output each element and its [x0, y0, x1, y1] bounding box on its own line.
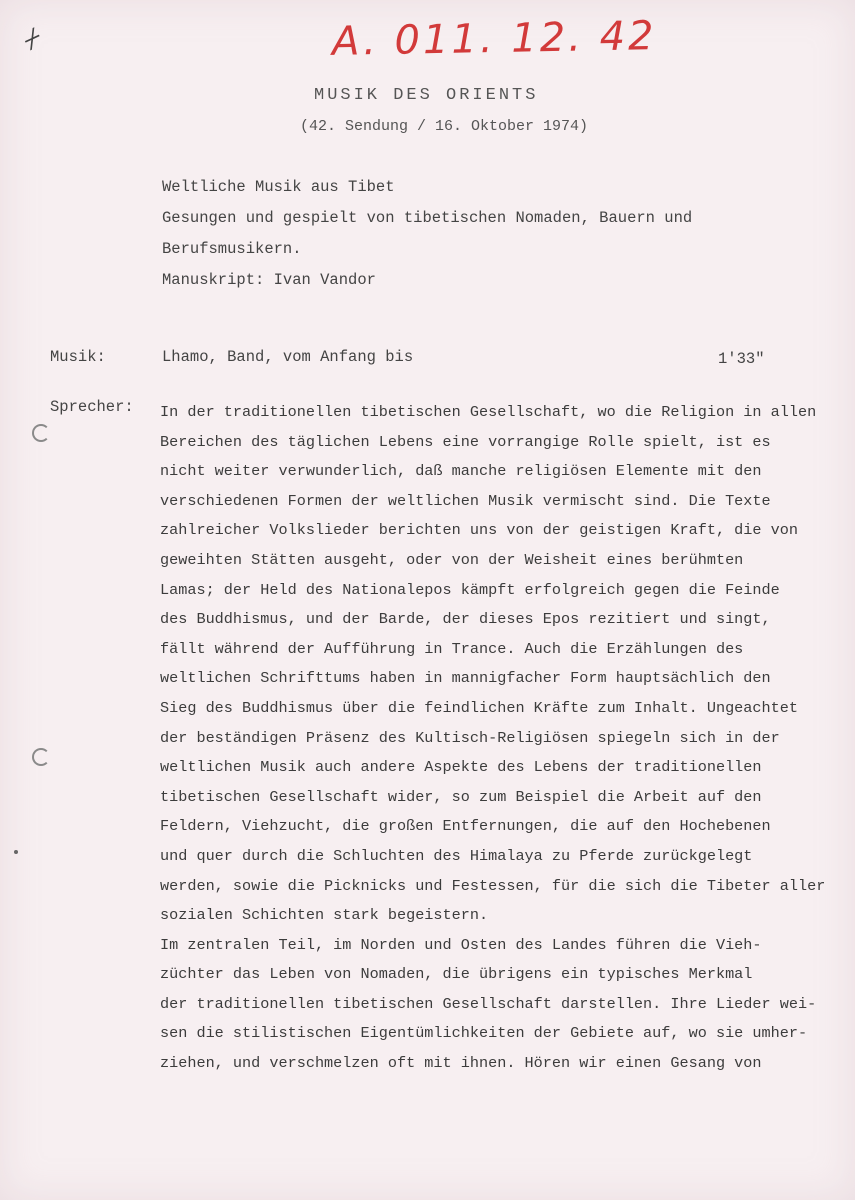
text-line: In der traditionellen tibetischen Gesellschaft, wo die Religion in allen — [160, 403, 817, 421]
text-line: der traditionellen tibetischen Gesellschaft darstellen. Ihre Lieder wei- — [160, 994, 817, 1013]
text-line: sozialen Schichten stark begeistern. — [160, 906, 489, 925]
text-line: tibetischen Gesellschaft wider, so zum Beispiel die Arbeit auf den — [160, 787, 762, 806]
text-line: werden, sowie die Picknicks und Festessen, für die sich die Tibeter aller — [160, 876, 826, 895]
music-label: Musik: — [50, 348, 106, 366]
text-line: Lamas; der Held des Nationalepos kämpft erfolgreich gegen die Feinde — [160, 580, 780, 599]
intro-line: Gesungen und gespielt von tibetischen Nomaden, Bauern und — [162, 209, 693, 227]
text-line: Feldern, Viehzucht, die großen Entfernungen, die auf den Hochebenen — [160, 817, 771, 836]
text-line: zahlreicher Volkslieder berichten uns von der geistigen Kraft, die von — [160, 521, 798, 540]
text-line: ziehen, und verschmelzen oft mit ihnen. Hören wir einen Gesang von — [160, 1054, 762, 1073]
music-cue: Lhamo, Band, vom Anfang bis — [162, 348, 414, 366]
intro-line: Manuskript: Ivan Vandor — [162, 271, 376, 289]
intro-line: Weltliche Musik aus Tibet — [162, 178, 395, 196]
text-line: geweihten Stätten ausgeht, oder von der Weisheit eines berühmten — [160, 550, 744, 569]
intro-block — [162, 172, 802, 296]
text-line: nicht weiter verwunderlich, daß manche religiösen Elemente mit den — [160, 462, 762, 481]
text-line: des Buddhismus, und der Barde, der dieses Epos rezitiert und singt, — [160, 610, 771, 629]
text-line: fällt während der Aufführung in Trance. Auch die Erzählungen des — [160, 639, 744, 658]
text-line: weltlichen Musik auch andere Aspekte des Lebens der traditionellen — [160, 758, 762, 777]
speaker-text — [160, 398, 826, 1079]
speck-mark — [14, 850, 18, 854]
text-line: und quer durch die Schluchten des Himalaya zu Pferde zurückgelegt — [160, 846, 753, 865]
text-line: verschiedenen Formen der weltlichen Musik vermischt sind. Die Texte — [160, 491, 771, 510]
punch-hole-mark — [32, 748, 50, 766]
speaker-label: Sprecher: — [50, 398, 134, 416]
text-line: Bereichen des täglichen Lebens eine vorrangige Rolle spielt, ist es — [160, 432, 771, 451]
intro-line: Berufsmusikern. — [162, 240, 302, 258]
corner-pen-mark: ⌿ — [17, 20, 47, 58]
text-line: sen die stilistischen Eigentümlichkeiten der Gebiete auf, wo sie umher- — [160, 1024, 808, 1043]
handwritten-archive-number: A. 011. 12. 42 — [331, 13, 657, 65]
text-line: züchter das Leben von Nomaden, die übrigens ein typisches Merkmal — [160, 965, 753, 984]
broadcast-info: (42. Sendung / 16. Oktober 1974) — [300, 118, 589, 135]
page-title: MUSIK DES ORIENTS — [314, 86, 539, 105]
text-line: Im zentralen Teil, im Norden und Osten des Landes führen die Vieh- — [160, 935, 762, 954]
text-line: der beständigen Präsenz des Kultisch-Religiösen spiegeln sich in der — [160, 728, 780, 747]
punch-hole-mark — [32, 424, 50, 442]
text-line: weltlichen Schrifttums haben in mannigfacher Form hauptsächlich den — [160, 669, 771, 688]
music-duration: 1'33" — [718, 350, 765, 368]
text-line: Sieg des Buddhismus über die feindlichen Kräfte zum Inhalt. Ungeachtet — [160, 698, 798, 717]
